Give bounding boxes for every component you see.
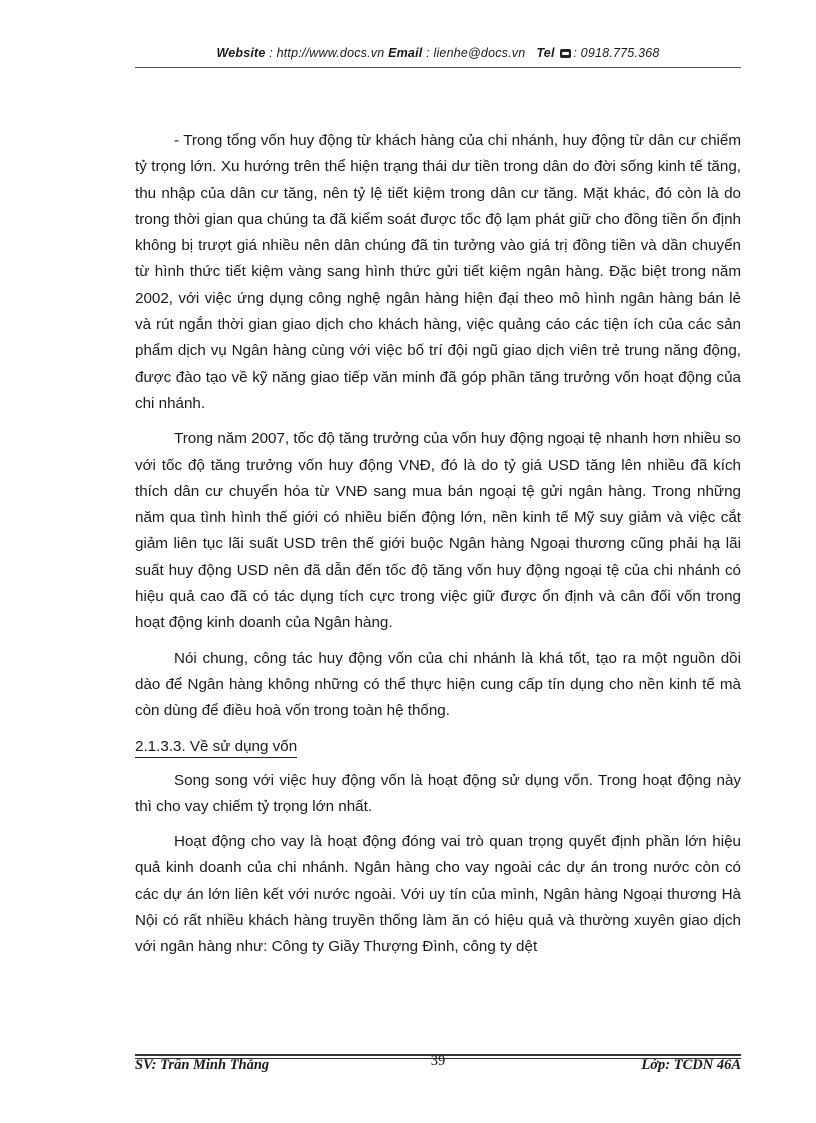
paragraph-2: Trong năm 2007, tốc độ tăng trưởng của vốn huy động ngoại tệ nhanh hơn nhiều so với tốc độ tăng trưởng vốn huy động VNĐ, đó là do tỷ giá USD tăng lên nhiều đã kích thích dân cư chuyển hóa từ VNĐ sang mua bán ngoại tệ gửi ngân hàng. Trong những năm qua tình hình thế giới có nhiều biến động lớn, nền kinh tế Mỹ suy giảm và việc cắt giảm liên tục lãi suất USD trên thế giới buộc Ngân hàng Ngoại thương cũng phải hạ lãi suất huy động USD nên đã dẫn đến tốc độ tăng vốn huy động ngoại tệ của chi nhánh có hiệu quả cao đã có tác dụng tích cực trong việc giữ được ổn định và cân đối vốn trong hoạt động kinh doanh của Ngân hàng. (135, 430, 741, 632)
header-divider (135, 67, 741, 68)
email-label: Email (388, 46, 423, 60)
website-separator: : (265, 46, 277, 60)
tel-value: : 0918.775.368 (573, 46, 660, 60)
section-heading: 2.1.3.3. Về sử dụng vốn (135, 736, 297, 758)
paragraph-5: Hoạt động cho vay là hoạt động đóng vai trò quan trọng quyết định phần lớn hiệu quả kinh doanh của chi nhánh. Ngân hàng cho vay ngoài các dự án trong nước còn có các dự án lớn liên kết với nước ngoài. Với uy tín của mình, Ngân hàng Ngoại thương Hà Nội có rất nhiều khách hàng truyền thống làm ăn có hiệu quả và thường xuyên giao dịch với ngân hàng như: Công ty Giầy Thượng Đình, công ty dệt (135, 833, 741, 956)
paragraph-3: Nói chung, công tác huy động vốn của chi nhánh là khá tốt, tạo ra một nguồn dồi dào để Ngân hàng không những có thể thực hiện cung cấp tín dụng cho nền kinh tế mà còn dùng để điều hoà vốn trong toàn hệ thống. (135, 649, 741, 720)
student-name: SV: Trần Minh Thắng (135, 1057, 270, 1073)
document-body (135, 128, 741, 970)
email-link[interactable]: lienhe@docs.vn (433, 46, 526, 60)
website-link[interactable]: http://www.docs.vn (276, 46, 385, 60)
class-label: Lớp: TCDN 46A (641, 1057, 741, 1073)
page-header (135, 46, 741, 60)
page-number: 39 (430, 1053, 446, 1069)
website-label: Website (216, 46, 266, 60)
page-footer (135, 1053, 741, 1079)
email-separator: : (422, 46, 434, 60)
phone-icon (560, 49, 571, 58)
tel-label: Tel (536, 46, 555, 60)
paragraph-1: - Trong tổng vốn huy động từ khách hàng của chi nhánh, huy động từ dân cư chiếm tỷ trọng lớn. Xu hướng trên thể hiện trạng thái dư tiền trong dân do đời sống kinh tế tăng, thu nhập của dân cư tăng, nên tỷ lệ tiết kiệm trong dân cư tăng. Mặt khác, đó còn là do trong thời gian qua chúng ta đã kiểm soát được tốc độ lạm phát giữ cho đồng tiền ổn định không bị trượt giá nhiều nên dân chúng đã tin tưởng vào giá trị đồng tiền và dần chuyển từ hình thức tiết kiệm vàng sang hình thức gửi tiết kiệm ngân hàng. Đặc biệt trong năm 2002, với việc ứng dụng công nghệ ngân hàng hiện đại theo mô hình ngân hàng bán lẻ và rút ngắn thời gian giao dịch cho khách hàng, việc quảng cáo các tiện ích của các sản phẩm dịch vụ Ngân hàng cùng với việc bố trí đội ngũ giao dịch viên trẻ trung năng động, được đào tạo về kỹ năng giao tiếp văn minh đã góp phần tăng trưởng vốn hoạt động của chi nhánh. (135, 132, 741, 412)
paragraph-4: Song song với việc huy động vốn là hoạt động sử dụng vốn. Trong hoạt động này thì cho vay chiếm tỷ trọng lớn nhất. (135, 771, 741, 815)
